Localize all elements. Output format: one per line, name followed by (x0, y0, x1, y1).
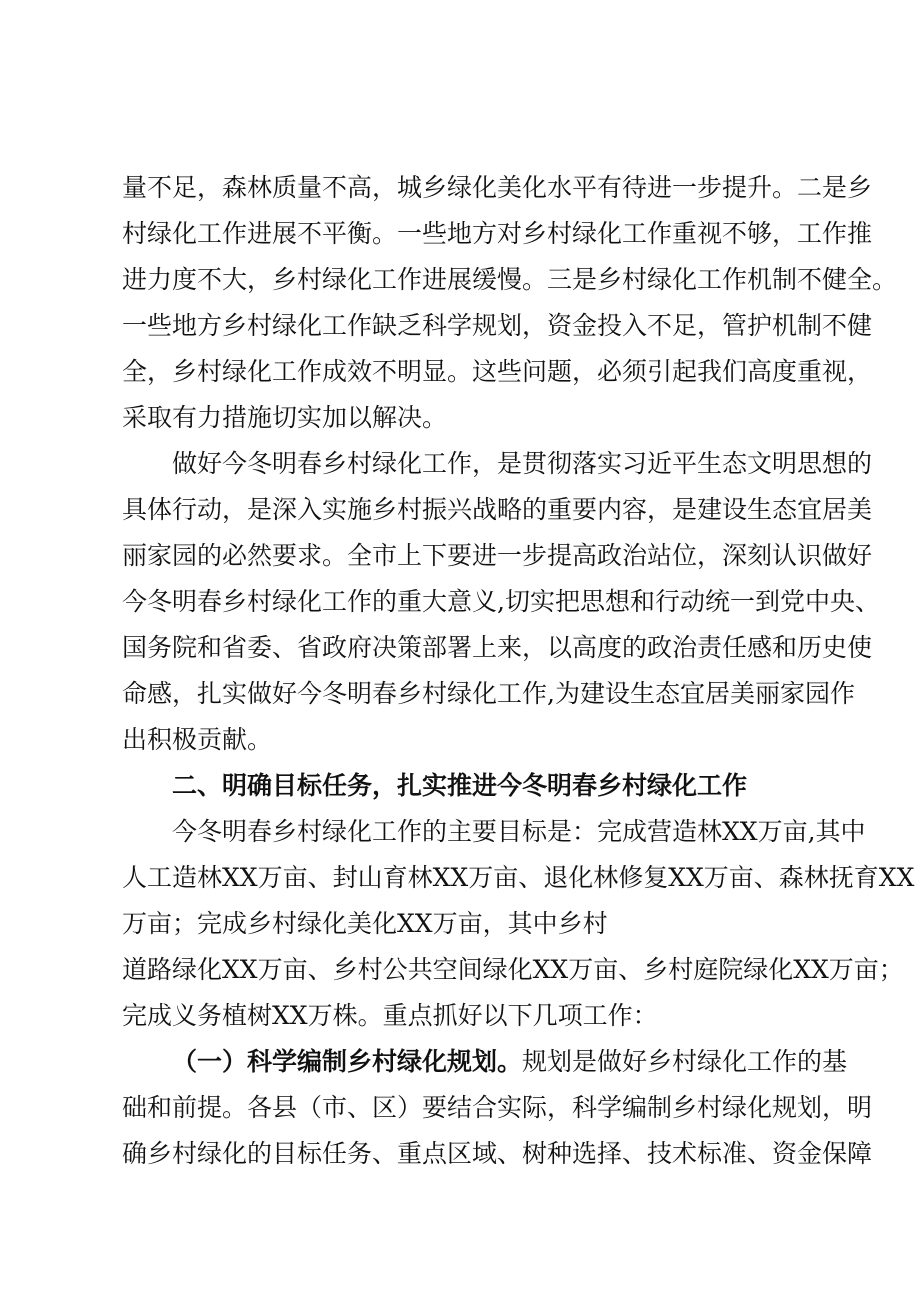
text-line: 今冬明春乡村绿化工作的重大意义,切实把思想和行动统一到党中央、 (122, 587, 880, 616)
section-heading: 二、明确目标任务，扎实推进今冬明春乡村绿化工作 (172, 771, 748, 800)
text-line: 村绿化工作进展不平衡。一些地方对乡村绿化工作重视不够，工作推 (122, 219, 873, 248)
text-line: 具体行动，是深入实施乡村振兴战略的重要内容，是建设生态宜居美 (122, 495, 873, 524)
text-line: 国务院和省委、省政府决策部署上来，以高度的政治责任感和历史使 (122, 633, 873, 662)
text-line: 础和前提。各县（市、区）要结合实际，科学编制乡村绿化规划，明 (122, 1093, 873, 1122)
text-line: 采取有力措施切实加以解决。 (122, 403, 448, 432)
text-line: 进力度不大，乡村绿化工作进展缓慢。三是乡村绿化工作机制不健全。 (122, 265, 898, 294)
paragraph-first-line: 今冬明春乡村绿化工作的主要目标是：完成营造林XX万亩,其中 (172, 817, 866, 846)
text-line: 量不足，森林质量不高，城乡绿化美化水平有待进一步提升。二是乡 (122, 173, 873, 202)
item-first-line (172, 1042, 848, 1082)
text-line: 完成义务植树XX万株。重点抓好以下几项工作： (122, 1001, 658, 1030)
text-line: 出积极贡献。 (122, 725, 273, 754)
text-line: 道路绿化XX万亩、乡村公共空间绿化XX万亩、乡村庭院绿化XX万亩； (122, 955, 904, 984)
paragraph-first-line: 做好今冬明春乡村绿化工作，是贯彻落实习近平生态文明思想的 (172, 449, 873, 478)
item-title: （一）科学编制乡村绿化规划。 (172, 1047, 523, 1076)
text-line: 人工造林XX万亩、封山育林XX万亩、退化林修复XX万亩、森林抚育XX (122, 863, 915, 892)
item-text: 规划是做好乡村绿化工作的基 (522, 1047, 848, 1076)
text-line: 全，乡村绿化工作成效不明显。这些问题，必须引起我们高度重视， (122, 357, 873, 386)
text-line: 一些地方乡村绿化工作缺乏科学规划，资金投入不足，管护机制不健 (122, 311, 873, 340)
text-line: 命感，扎实做好今冬明春乡村绿化工作,为建设生态宜居美丽家园作 (122, 679, 855, 708)
text-line: 丽家园的必然要求。全市上下要进一步提高政治站位，深刻认识做好 (122, 541, 873, 570)
text-line: 万亩；完成乡村绿化美化XX万亩，其中乡村 (122, 909, 608, 938)
text-line: 确乡村绿化的目标任务、重点区域、树种选择、技术标准、资金保障 (122, 1139, 873, 1168)
